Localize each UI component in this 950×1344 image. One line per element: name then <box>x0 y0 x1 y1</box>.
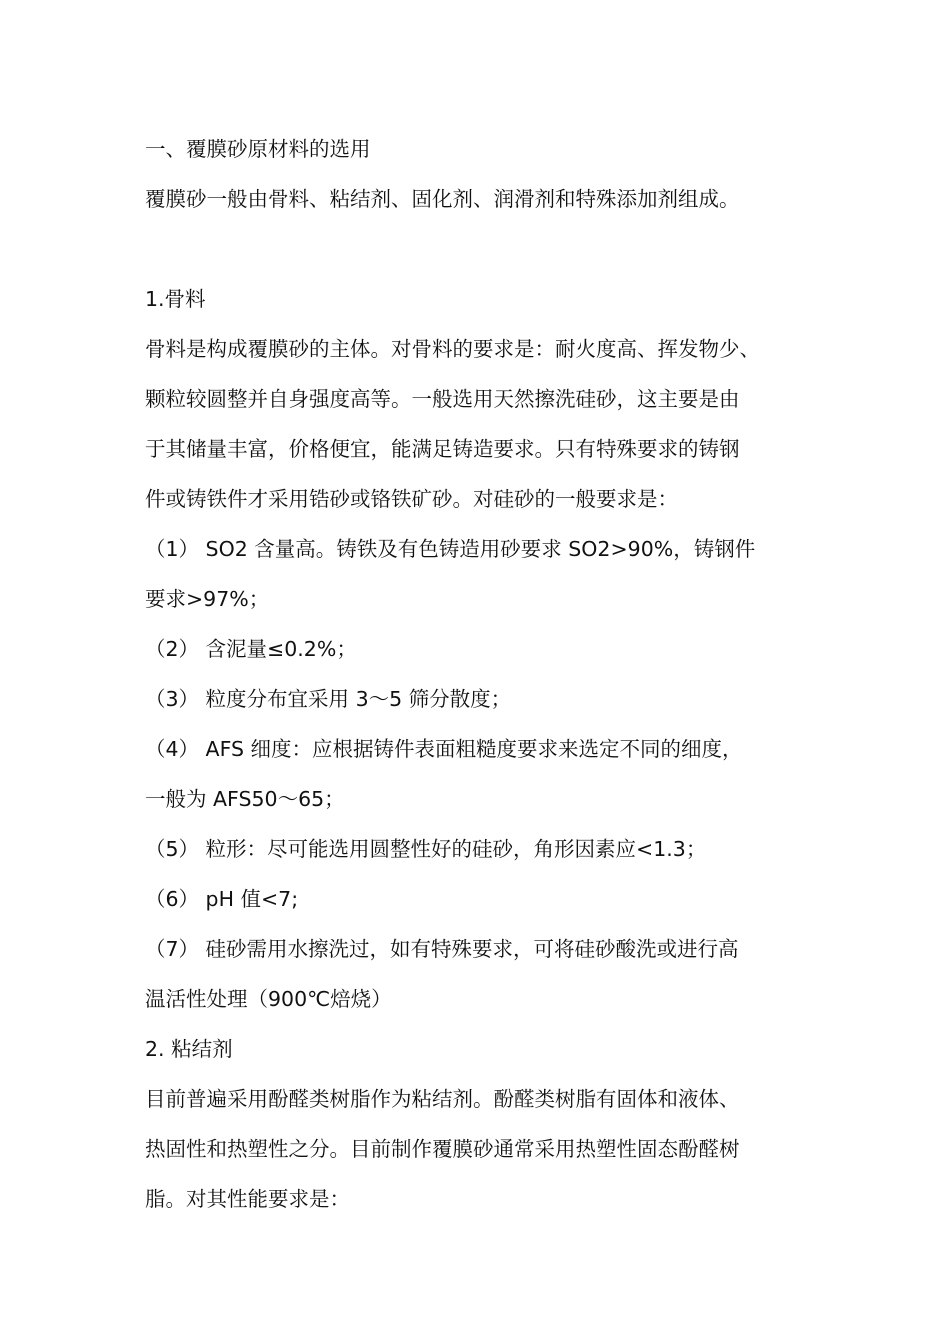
blank-line <box>145 224 825 274</box>
paragraph-line: 于其储量丰富，价格便宜，能满足铸造要求。只有特殊要求的铸钢 <box>145 437 740 461</box>
paragraph-line: 脂。对其性能要求是： <box>145 1187 350 1211</box>
list-item: （6） pH 值<7; <box>145 887 299 911</box>
list-item-continuation: 要求>97%； <box>145 587 270 611</box>
section-heading: 一、覆膜砂原材料的选用 <box>145 137 371 161</box>
list-item: （7） 硅砂需用水擦洗过，如有特殊要求，可将硅砂酸洗或进行高 <box>145 937 739 961</box>
paragraph-line: 覆膜砂一般由骨料、粘结剂、固化剂、润滑剂和特殊添加剂组成。 <box>145 187 740 211</box>
list-item: （4） AFS 细度：应根据铸件表面粗糙度要求来选定不同的细度， <box>145 737 743 761</box>
list-item-continuation: 温活性处理（900℃焙烧） <box>145 987 392 1011</box>
list-item-continuation: 一般为 AFS50～65； <box>145 787 345 811</box>
document-body <box>145 124 825 1224</box>
list-item: （3） 粒度分布宜采用 3～5 筛分散度； <box>145 687 512 711</box>
paragraph-line: 件或铸铁件才采用锆砂或铬铁矿砂。对硅砂的一般要求是： <box>145 487 678 511</box>
paragraph-line: 热固性和热塑性之分。目前制作覆膜砂通常采用热塑性固态酚醛树 <box>145 1137 740 1161</box>
list-item: （5） 粒形：尽可能选用圆整性好的硅砂，角形因素应<1.3； <box>145 837 707 861</box>
list-item: （1） SO2 含量高。铸铁及有色铸造用砂要求 SO2>90%，铸钢件 <box>145 537 756 561</box>
subsection-heading: 2. 粘结剂 <box>145 1037 233 1061</box>
list-item: （2） 含泥量≤0.2%； <box>145 637 357 661</box>
paragraph-line: 骨料是构成覆膜砂的主体。对骨料的要求是：耐火度高、挥发物少、 <box>145 337 760 361</box>
subsection-heading: 1.骨料 <box>145 287 206 311</box>
paragraph-line: 颗粒较圆整并自身强度高等。一般选用天然擦洗硅砂，这主要是由 <box>145 387 740 411</box>
paragraph-line: 目前普遍采用酚醛类树脂作为粘结剂。酚醛类树脂有固体和液体、 <box>145 1087 740 1111</box>
